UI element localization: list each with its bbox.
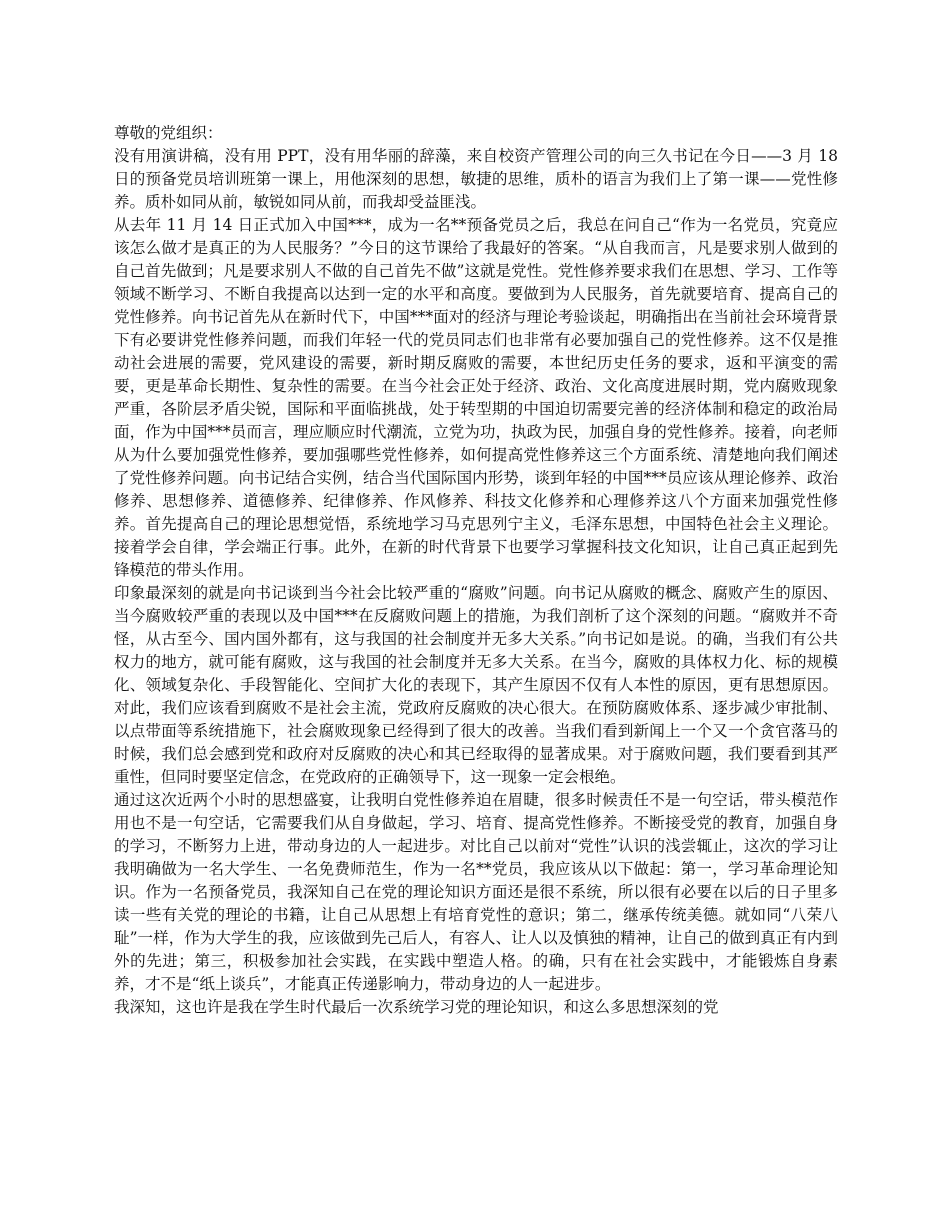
paragraph-party-spirit: 从去年 11 月 14 日正式加入中国***，成为一名**预备党员之后，我总在问自己“作为一名党员，究竟应该怎么做才是真正的为人民服务？”今日的这节课给了我最好的答案。“从自我而言，凡是要求别人做到的自己首先做到；凡是要求别人不做的自己首先不做”这就是党性。党性修养要求我们在思想、学习、工作等领域不断学习、不断自我提高以达到一定的水平和高度。要做到为人民服务，首先就要培育、提高自己的党性修养。向书记首先从在新时代下，中国***面对的经济与理论考验谈起，明确指出在当前社会环境背景下有必要讲党性修养问题，而我们年轻一代的党员同志们也非常有必要加强自己的党性修养。这不仅是推动社会进展的需要，党风建设的需要，新时期反腐败的需要，本世纪历史任务的要求，返和平演变的需要，更是革命长期性、复杂性的需要。在当今社会正处于经济、政治、文化高度进展时期，党内腐败现象严重，各阶层矛盾尖锐，国际和平面临挑战，处于转型期的中国迫切需要完善的经济体制和稳定的政治局面，作为中国***员而言，理应顺应时代潮流，立党为功，执政为民，加强自身的党性修养。接着，向老师从为什么要加强党性修养，要加强哪些党性修养，如何提高党性修养这三个方面系统、清楚地向我们阐述了党性修养问题。向书记结合实例，结合当代国际国内形势，谈到年轻的中国***员应该从理论修养、政治修养、思想修养、道德修养、纪律修养、作风修养、科技文化修养和心理修养这八个方面来加强党性修养。首先提高自己的理论思想觉悟，系统地学习马克思列宁主义，毛泽东思想，中国特色社会主义理论。接着学会自律，学会端正行事。此外，在新的时代背景下也要学习掌握科技文化知识，让自己真正起到先锋模范的带头作用。 <box>114 216 838 579</box>
paragraph-closing: 我深知，这也许是我在学生时代最后一次系统学习党的理论知识，和这么多思想深刻的党 <box>114 998 719 1016</box>
paragraph-intro: 没有用演讲稿，没有用 PPT，没有用华丽的辞藻，来自校资产管理公司的向三久书记在今日——3 月 18 日的预备党员培训班第一课上，用他深刻的思想，敏捷的思维，质朴的语言为我们上了第一课——党性修养。质朴如同从前，敏锐如同从前，而我却受益匪浅。 <box>114 147 838 211</box>
salutation: 尊敬的党组织： <box>114 124 223 142</box>
paragraph-reflection: 通过这次近两个小时的思想盛宴，让我明白党性修养迫在眉睫，很多时候责任不是一句空话，带头模范作用也不是一句空话，它需要我们从自身做起，学习、培育、提高党性修养。不断接受党的教育，加强自身的学习，不断努力上进，带动身边的人一起进步。对比自己以前对“党性”认识的浅尝辄止，这次的学习让我明确做为一名大学生、一名免费师范生，作为一名**党员，我应该从以下做起：第一，学习革命理论知识。作为一名预备党员，我深知自己在党的理论知识方面还是很不系统，所以很有必要在以后的日子里多读一些有关党的理论的书籍，让自己从思想上有培育党性的意识；第二，继承传统美德。就如同“八荣八耻”一样，作为大学生的我，应该做到先己后人，有容人、让人以及慎独的精神，让自己的做到真正有内到外的先进；第三，积极参加社会实践，在实践中塑造人格。的确，只有在社会实践中，才能锻炼自身素养，才不是“纸上谈兵”，才能真正传递影响力，带动身边的人一起进步。 <box>114 791 838 993</box>
document-page <box>114 122 838 1019</box>
paragraph-corruption: 印象最深刻的就是向书记谈到当今社会比较严重的“腐败”问题。向书记从腐败的概念、腐败产生的原因、当今腐败较严重的表现以及中国***在反腐败问题上的措施，为我们剖析了这个深刻的问题。“腐败并不奇怪，从古至今、国内国外都有，这与我国的社会制度并无多大关系。”向书记如是说。的确，当我们有公共权力的地方，就可能有腐败，这与我国的社会制度并无多大关系。在当今，腐败的具体权力化、标的规模化、领域复杂化、手段智能化、空间扩大化的表现下，其产生原因不仅有人本性的原因，更有思想原因。对此，我们应该看到腐败不是社会主流，党政府反腐败的决心很大。在预防腐败体系、逐步减少审批制、以点带面等系统措施下，社会腐败现象已经得到了很大的改善。当我们看到新闻上一个又一个贪官落马的时候，我们总会感到党和政府对反腐败的决心和其已经取得的显著成果。对于腐败问题，我们要看到其严重性，但同时要坚定信念，在党政府的正确领导下，这一现象一定会根绝。 <box>114 584 838 786</box>
